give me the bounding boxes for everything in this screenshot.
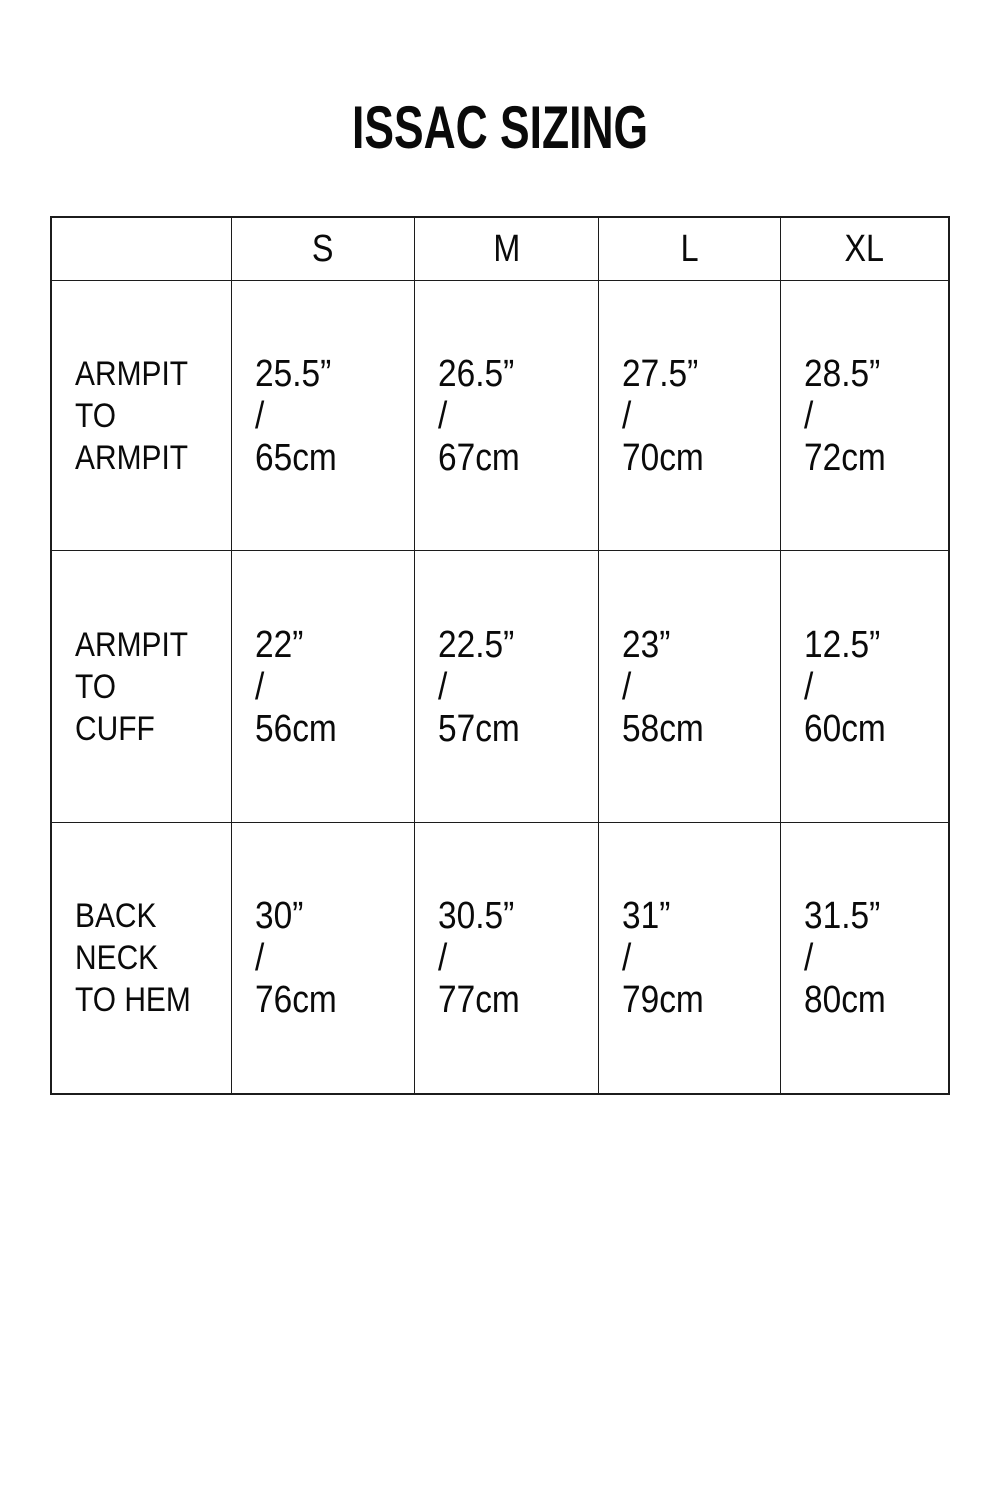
value-cm: 79cm [622, 979, 704, 1021]
row-label-line: NECK [75, 939, 159, 977]
cell-armpit-to-cuff-xl [781, 551, 948, 823]
value-inches: 27.5” [622, 352, 699, 395]
column-header-xl-label: XL [844, 228, 885, 270]
row-label-line: CUFF [75, 709, 155, 748]
column-header-l-label: L [680, 228, 699, 270]
value-separator: / [804, 937, 814, 979]
value-separator: / [622, 937, 632, 979]
value-cm: 72cm [804, 436, 886, 479]
page-title-text: ISSAC SIZING [351, 94, 649, 161]
cell-armpit-to-armpit-m [415, 281, 599, 551]
cell-back-neck-to-hem-m [415, 823, 599, 1093]
value-inches: 25.5” [255, 352, 332, 395]
row-label-back-neck-to-hem [52, 823, 232, 1093]
row-label-line: TO [75, 396, 117, 435]
row-label-armpit-to-cuff [52, 551, 232, 823]
value-separator: / [255, 665, 265, 708]
row-label-line: BACK [75, 897, 157, 935]
value-cm: 65cm [255, 436, 337, 479]
sizing-table [50, 216, 950, 1095]
value-separator: / [438, 937, 448, 979]
row-label-line: ARMPIT [75, 354, 189, 393]
value-cm: 60cm [804, 707, 886, 750]
value-inches: 23” [622, 623, 671, 666]
value-inches: 12.5” [804, 623, 881, 666]
page-title [0, 94, 1000, 161]
value-cm: 76cm [255, 979, 337, 1021]
value-inches: 30” [255, 895, 304, 937]
value-separator: / [255, 394, 265, 437]
value-inches: 26.5” [438, 352, 515, 395]
value-cm: 58cm [622, 707, 704, 750]
corner-cell [52, 218, 232, 281]
cell-armpit-to-cuff-s [232, 551, 415, 823]
cell-armpit-to-armpit-s [232, 281, 415, 551]
row-label-line: TO HEM [75, 981, 191, 1019]
cell-back-neck-to-hem-s [232, 823, 415, 1093]
row-label-line: ARMPIT [75, 438, 189, 477]
column-header-l [599, 218, 781, 281]
cell-back-neck-to-hem-l [599, 823, 781, 1093]
column-header-m-label: M [493, 228, 520, 270]
value-inches: 28.5” [804, 352, 881, 395]
cell-armpit-to-cuff-l [599, 551, 781, 823]
column-header-m [415, 218, 599, 281]
column-header-s-label: S [312, 228, 334, 270]
column-header-xl [781, 218, 948, 281]
value-inches: 22.5” [438, 623, 515, 666]
value-separator: / [622, 665, 632, 708]
column-header-s [232, 218, 415, 281]
value-inches: 22” [255, 623, 304, 666]
value-inches: 31” [622, 895, 671, 937]
value-inches: 31.5” [804, 895, 881, 937]
value-cm: 67cm [438, 436, 520, 479]
value-separator: / [438, 665, 448, 708]
value-separator: / [622, 394, 632, 437]
value-separator: / [438, 394, 448, 437]
value-cm: 56cm [255, 707, 337, 750]
value-cm: 80cm [804, 979, 886, 1021]
row-label-line: ARMPIT [75, 625, 189, 664]
value-cm: 77cm [438, 979, 520, 1021]
cell-armpit-to-armpit-l [599, 281, 781, 551]
cell-armpit-to-armpit-xl [781, 281, 948, 551]
value-inches: 30.5” [438, 895, 515, 937]
row-label-armpit-to-armpit [52, 281, 232, 551]
value-separator: / [804, 394, 814, 437]
row-label-line: TO [75, 667, 117, 706]
value-separator: / [804, 665, 814, 708]
value-cm: 57cm [438, 707, 520, 750]
cell-back-neck-to-hem-xl [781, 823, 948, 1093]
value-cm: 70cm [622, 436, 704, 479]
value-separator: / [255, 937, 265, 979]
cell-armpit-to-cuff-m [415, 551, 599, 823]
